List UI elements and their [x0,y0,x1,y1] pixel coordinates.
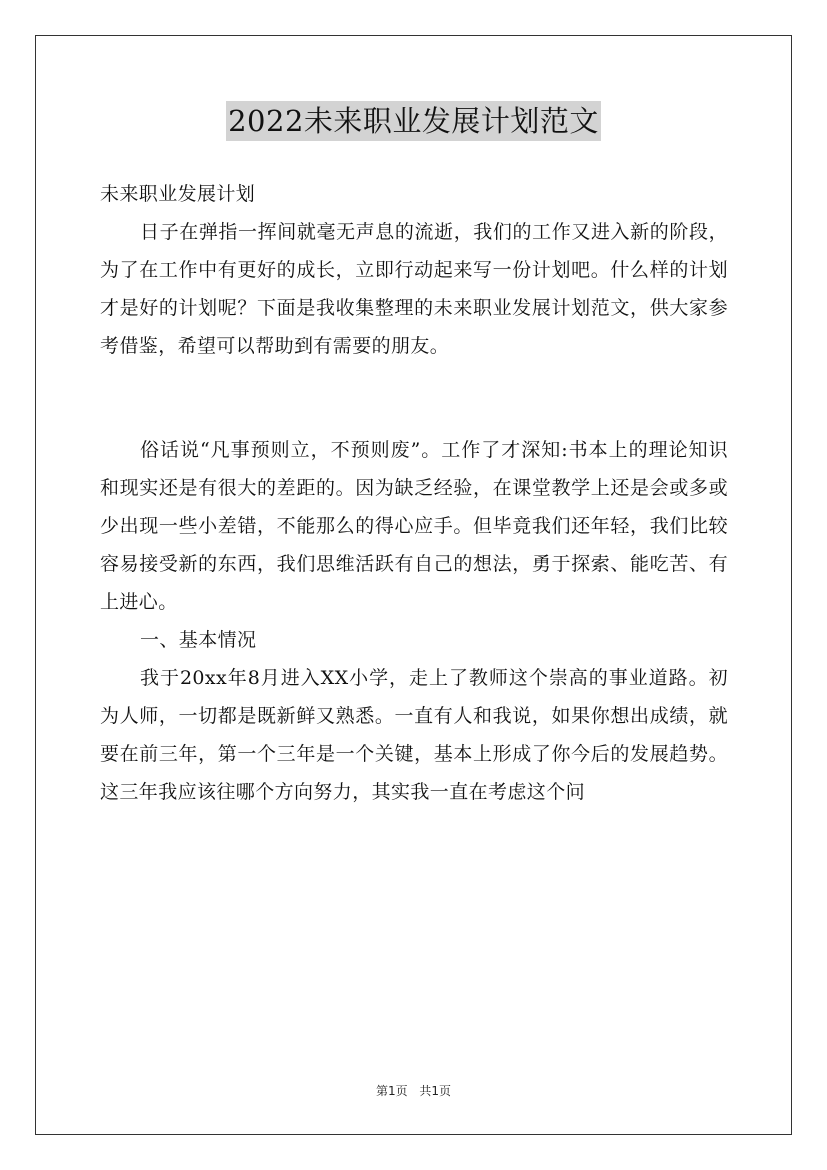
subheading: 未来职业发展计划 [100,183,256,205]
page-total: 共1页 [419,1084,452,1098]
page-number: 第1页 [375,1084,408,1098]
title-container [0,101,827,141]
document-title: 2022未来职业发展计划范文 [226,101,601,141]
document-body [100,175,728,811]
paragraph-proverb: 俗话说“凡事预则立，不预则废”。工作了才深知:书本上的理论知识和现实还是有很大的差距的。因为缺乏经验，在课堂教学上还是会或多或少出现一些小差错，不能那么的得心应手。但毕竟我们还年轻，我们比较容易接受新的东西，我们思维活跃有自己的想法，勇于探索、能吃苦、有上进心。 [100,439,728,613]
paragraph-basic-info: 我于20xx年8月进入XX小学，走上了教师这个崇高的事业道路。初为人师，一切都是既新鲜又熟悉。一直有人和我说，如果你想出成绩，就要在前三年，第一个三年是一个关键，基本上形成了你今后的发展趋势。这三年我应该往哪个方向努力，其实我一直在考虑这个问 [100,667,728,803]
paragraph-gap [100,365,728,431]
page-footer [0,1082,827,1099]
section-heading-basic-info: 一、基本情况 [140,629,257,651]
paragraph-intro: 日子在弹指一挥间就毫无声息的流逝，我们的工作又进入新的阶段，为了在工作中有更好的成长，立即行动起来写一份计划吧。什么样的计划才是好的计划呢？下面是我收集整理的未来职业发展计划范文，供大家参考借鉴，希望可以帮助到有需要的朋友。 [100,221,728,357]
